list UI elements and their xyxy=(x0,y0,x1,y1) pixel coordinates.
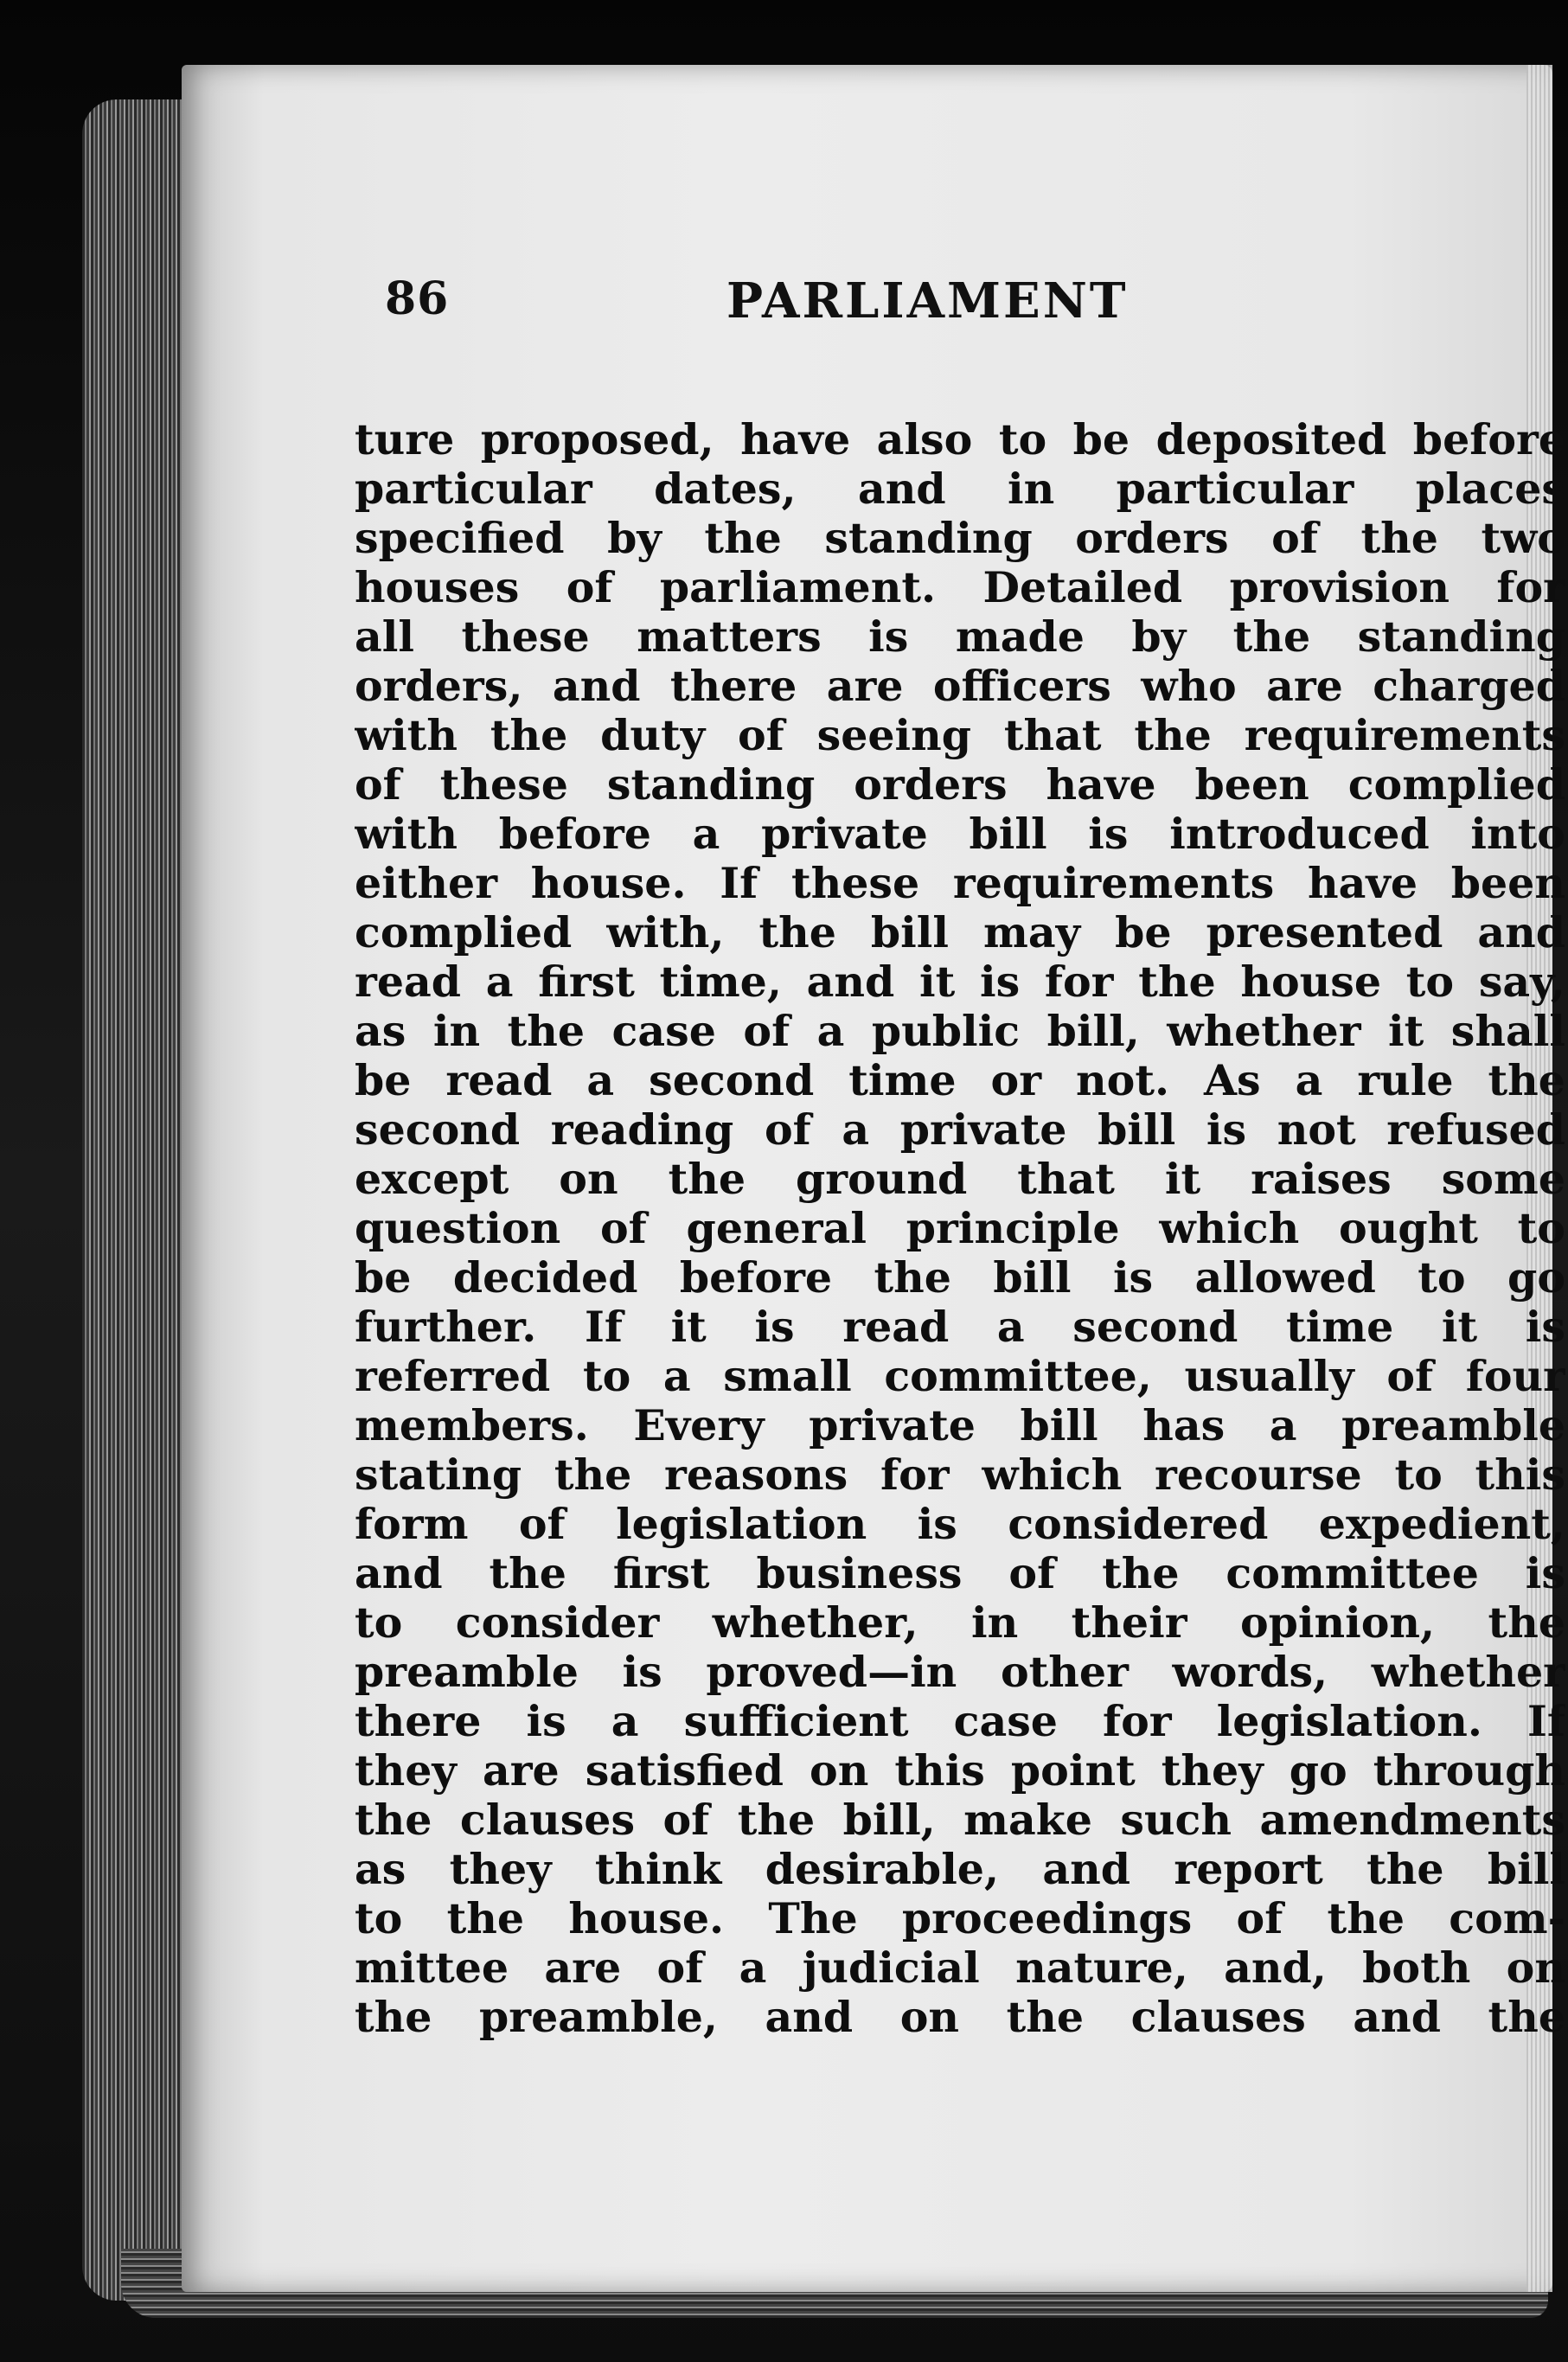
text-line: there is a sufficient case for legislation. If xyxy=(355,1697,1565,1746)
text-line: members. Every private bill has a preamble xyxy=(355,1401,1565,1450)
text-line: form of legislation is considered expedient, xyxy=(355,1500,1565,1549)
text-line: houses of parliament. Detailed provision for xyxy=(355,563,1565,612)
text-line: ture proposed, have also to be deposited before xyxy=(355,415,1565,464)
text-line: mittee are of a judicial nature, and, both on xyxy=(355,1943,1565,1993)
book-page-edges xyxy=(82,99,195,2301)
text-line: be decided before the bill is allowed to go xyxy=(355,1253,1565,1303)
text-line: be read a second time or not. As a rule the xyxy=(355,1056,1565,1105)
text-line: question of general principle which ought to xyxy=(355,1204,1565,1253)
text-line: of these standing orders have been complied xyxy=(355,760,1565,810)
text-line: the preamble, and on the clauses and the xyxy=(355,1993,1565,2042)
text-line: as they think desirable, and report the bill xyxy=(355,1845,1565,1894)
body-text xyxy=(355,415,1568,2318)
page-number: 86 xyxy=(385,272,450,325)
page-header xyxy=(385,264,1345,368)
text-line: complied with, the bill may be presented and xyxy=(355,908,1565,957)
text-line: referred to a small committee, usually of four xyxy=(355,1352,1565,1401)
text-line: to the house. The proceedings of the com- xyxy=(355,1894,1565,1943)
book-page xyxy=(182,65,1565,2292)
text-line: and the first business of the committee is xyxy=(355,1549,1565,1598)
text-line: second reading of a private bill is not refused xyxy=(355,1105,1565,1155)
text-line: all these matters is made by the standing xyxy=(355,612,1565,662)
text-line: orders, and there are officers who are charged xyxy=(355,662,1565,711)
text-line: to consider whether, in their opinion, the xyxy=(355,1598,1565,1648)
text-line: read a first time, and it is for the house to say, xyxy=(355,957,1565,1007)
text-line: they are satisfied on this point they go through xyxy=(355,1746,1565,1796)
text-line: specified by the standing orders of the two xyxy=(355,514,1565,563)
text-line: as in the case of a public bill, whether it shall xyxy=(355,1007,1565,1056)
text-line: either house. If these requirements have been xyxy=(355,859,1565,908)
text-line: further. If it is read a second time it is xyxy=(355,1303,1565,1352)
text-line: preamble is proved—in other words, whether xyxy=(355,1648,1565,1697)
text-line: stating the reasons for which recourse to this xyxy=(355,1450,1565,1500)
text-line: particular dates, and in particular places xyxy=(355,464,1565,514)
running-title: PARLIAMENT xyxy=(726,272,1129,330)
text-line: the clauses of the bill, make such amendments xyxy=(355,1796,1565,1845)
text-line: with the duty of seeing that the requirements xyxy=(355,711,1565,760)
text-line: with before a private bill is introduced into xyxy=(355,810,1565,859)
text-line: except on the ground that it raises some xyxy=(355,1155,1565,1204)
